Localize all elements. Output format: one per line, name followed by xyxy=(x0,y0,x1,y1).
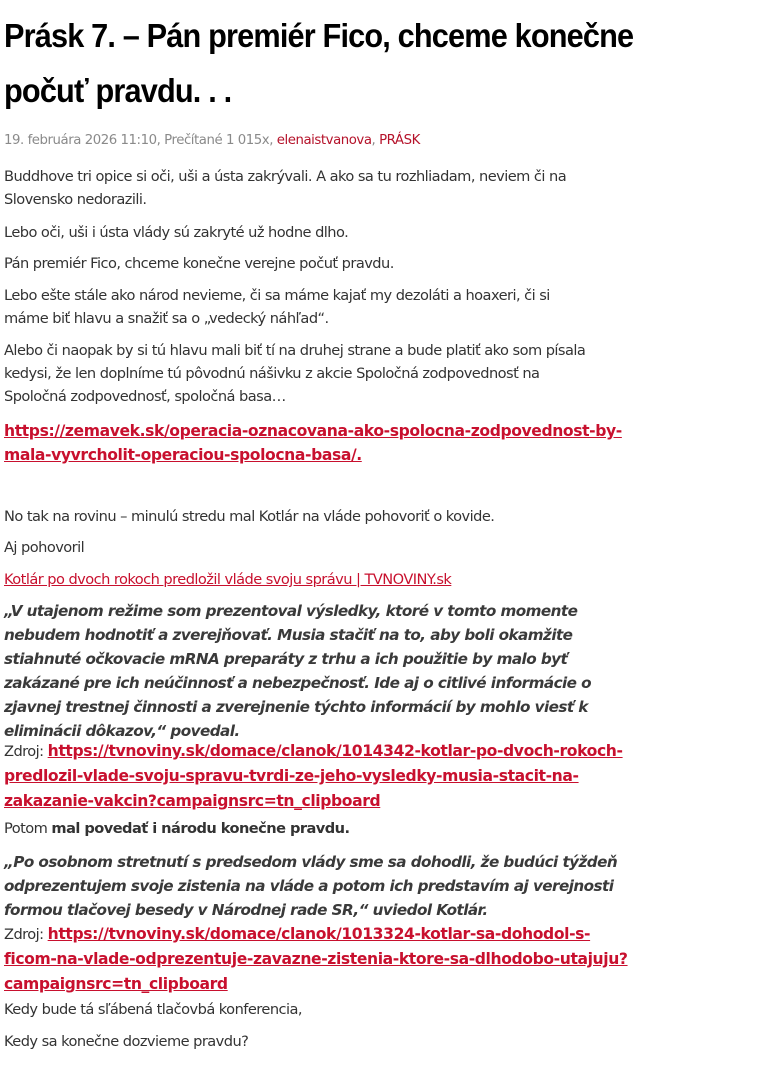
tvnoviny-title-link[interactable] xyxy=(4,568,451,591)
text-line: Buddhove tri opice si oči, uši a ústa zakrývali. A ako sa tu rozhliadam, neviem či na xyxy=(4,168,567,185)
link-line[interactable]: mala-vyvrcholit-operaciou-spolocna-basa/. xyxy=(4,446,362,464)
text-line: Alebo či naopak by si tú hlavu mali biť tí na druhej strane a bude platiť ako som písala xyxy=(4,342,586,359)
text-line: kedysi, že len doplníme tú pôvodnú nášivku z akcie Spoločná zodpovednosť na xyxy=(4,365,540,382)
article-meta xyxy=(4,133,420,148)
zemavek-link[interactable] xyxy=(4,419,622,467)
paragraph-7: Aj pohovoril xyxy=(4,539,85,556)
text-line: Slovensko nedorazili. xyxy=(4,191,147,208)
quote-1 xyxy=(4,599,591,743)
source-label: Zdroj: xyxy=(4,926,48,943)
quote-line: zjavnej trestnej činnosti a zverejnenie týchto informácií by mohlo viesť k xyxy=(4,698,588,716)
source-link-line[interactable]: https://tvnoviny.sk/domace/clanok/1014342-kotlar-po-dvoch-rokoch- xyxy=(47,742,623,760)
article-title xyxy=(4,8,767,118)
quote-line: nebudem hodnotiť a zverejňovať. Musia stačiť na to, aby boli okamžite xyxy=(4,626,573,644)
source-1 xyxy=(4,739,623,814)
text-normal: Potom xyxy=(4,820,52,837)
paragraph-10: Kedy sa konečne dozvieme pravdu? xyxy=(4,1033,249,1050)
paragraph-5 xyxy=(4,339,585,408)
quote-line: zakázané pre ich neúčinnosť a nebezpečnosť. Ide aj o citlivé informácie o xyxy=(4,674,592,692)
source-2 xyxy=(4,922,628,997)
paragraph-6: No tak na rovinu – minulú stredu mal Kotlár na vláde pohovoriť o kovide. xyxy=(4,508,495,525)
paragraph-2: Lebo oči, uši i ústa vlády sú zakryté už hodne dlho. xyxy=(4,224,349,241)
link-line[interactable]: https://zemavek.sk/operacia-oznacovana-ako-spolocna-zodpovednost-by- xyxy=(4,422,622,440)
title-line-2: počuť pravdu. . . xyxy=(4,72,232,109)
paragraph-8 xyxy=(4,817,350,840)
paragraph-4 xyxy=(4,284,550,330)
quote-line: „V utajenom režime som prezentoval výsledky, ktoré v tomto momente xyxy=(4,602,578,620)
quote-line: eliminácii dôkazov,“ povedal. xyxy=(4,722,240,740)
text-bold: mal povedať i národu konečne pravdu. xyxy=(51,820,350,837)
quote-2 xyxy=(4,850,617,922)
quote-line: odprezentujem svoje zistenia na vláde a potom ich predstavím aj verejnosti xyxy=(4,877,614,895)
source-label: Zdroj: xyxy=(4,743,48,760)
source-link-line[interactable]: predlozil-vlade-svoju-spravu-tvrdi-ze-jeho-vysledky-musia-stacit-na- xyxy=(4,767,579,785)
text-line: Spoločná zodpovednosť, spoločná basa… xyxy=(4,388,286,405)
paragraph-9: Kedy bude tá sľábená tlačovbá konferencia, xyxy=(4,1001,302,1018)
link-text[interactable]: Kotlár po dvoch rokoch predložil vláde svoju správu | TVNOVINY.sk xyxy=(4,571,452,588)
quote-line: stiahnuté očkovacie mRNA preparáty z trhu a ich použitie by malo byť xyxy=(4,650,568,668)
source-link-line[interactable]: https://tvnoviny.sk/domace/clanok/1013324-kotlar-sa-dohodol-s- xyxy=(47,925,591,943)
title-line-1: Prásk 7. – Pán premiér Fico, chceme konečne xyxy=(4,17,634,54)
quote-line: „Po osobnom stretnutí s predsedom vlády sme sa dohodli, že budúci týždeň xyxy=(4,853,618,871)
paragraph-3: Pán premiér Fico, chceme konečne verejne počuť pravdu. xyxy=(4,255,394,272)
paragraph-1 xyxy=(4,165,566,211)
source-link-line[interactable]: campaignsrc=tn_clipboard xyxy=(4,975,228,993)
category-link[interactable]: PRÁSK xyxy=(379,133,420,148)
meta-separator: , xyxy=(371,133,380,148)
source-link-line[interactable]: ficom-na-vlade-odprezentuje-zavazne-zistenia-ktore-sa-dlhodobo-utajuju? xyxy=(4,950,628,968)
source-link-line[interactable]: zakazanie-vakcin?campaignsrc=tn_clipboard xyxy=(4,792,381,810)
text-line: Lebo ešte stále ako národ nevieme, či sa máme kajať my dezoláti a hoaxeri, či si xyxy=(4,287,550,304)
quote-line: formou tlačovej besedy v Národnej rade SR,“ uviedol Kotlár. xyxy=(4,901,488,919)
text-line: máme biť hlavu a snažiť sa o „vedecký náhľad“. xyxy=(4,310,329,327)
author-link[interactable]: elenaistvanova xyxy=(276,133,372,148)
meta-date-views: 19. februára 2026 11:10, Prečítané 1 015x, xyxy=(4,133,277,148)
